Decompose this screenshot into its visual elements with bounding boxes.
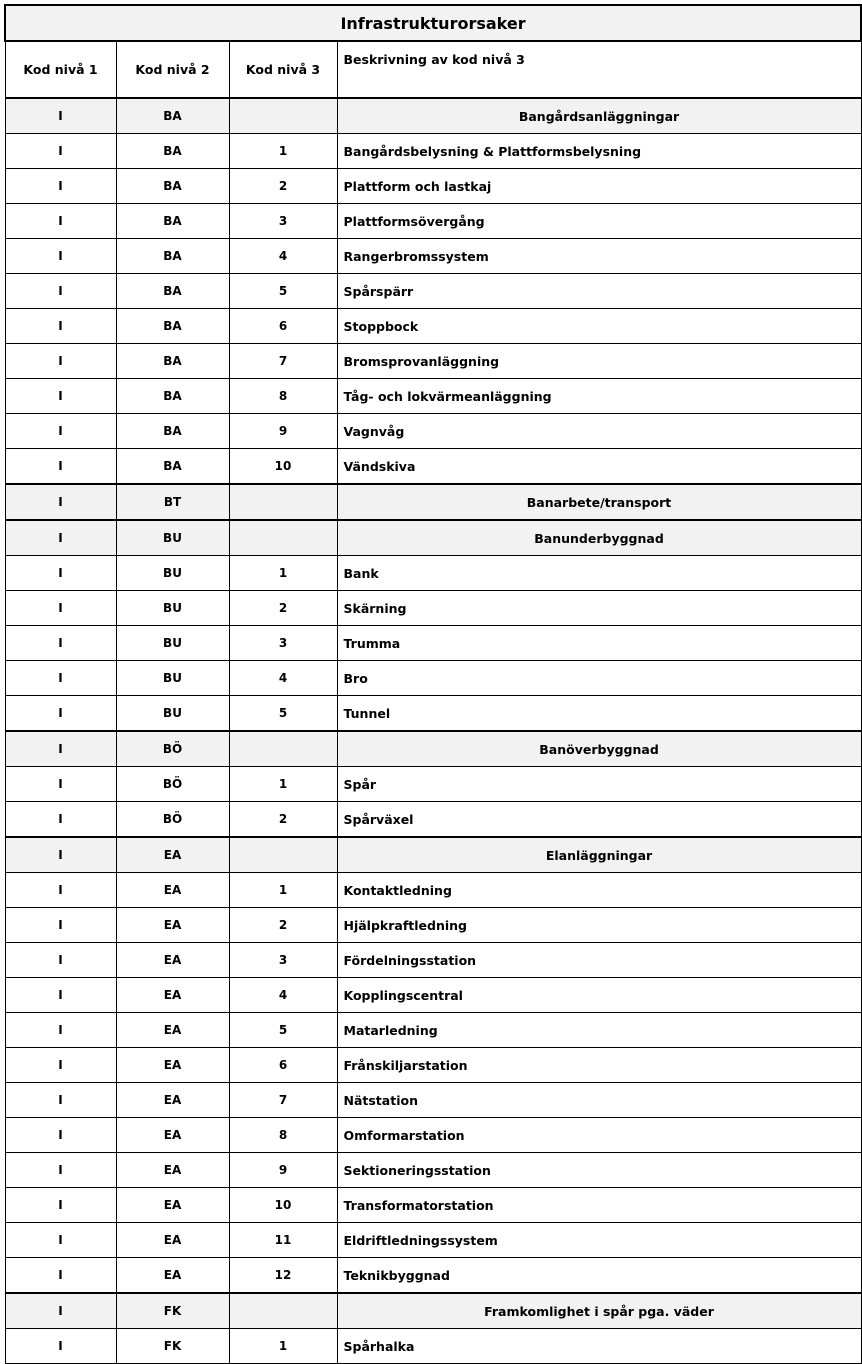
cell-kod-niva-3: 10 (229, 1188, 337, 1223)
cell-kod-niva-1: I (5, 556, 116, 591)
cell-kod-niva-3: 2 (229, 802, 337, 838)
cell-kod-niva-3 (229, 520, 337, 556)
table-title-row (5, 5, 861, 41)
cell-kod-niva-1: I (5, 414, 116, 449)
cell-kod-niva-3: 8 (229, 379, 337, 414)
cell-kod-niva-2: BU (116, 626, 229, 661)
cell-group-heading: Banarbete/transport (337, 484, 861, 520)
table-row (5, 449, 861, 485)
cell-kod-niva-2: BA (116, 309, 229, 344)
cell-beskrivning: Matarledning (337, 1013, 861, 1048)
cell-kod-niva-2: BÖ (116, 767, 229, 802)
table-body (5, 98, 861, 1364)
table-row (5, 1188, 861, 1223)
cell-beskrivning: Nätstation (337, 1083, 861, 1118)
cell-beskrivning: Hjälpkraftledning (337, 908, 861, 943)
cell-kod-niva-1: I (5, 943, 116, 978)
cell-kod-niva-3: 12 (229, 1258, 337, 1294)
cell-beskrivning: Trumma (337, 626, 861, 661)
table-row (5, 274, 861, 309)
cell-kod-niva-2: BA (116, 414, 229, 449)
cell-kod-niva-3: 5 (229, 274, 337, 309)
table-group-row (5, 1293, 861, 1329)
cell-beskrivning: Stoppbock (337, 309, 861, 344)
cell-group-heading: Bangårdsanläggningar (337, 98, 861, 134)
cell-kod-niva-2: EA (116, 978, 229, 1013)
cell-kod-niva-3: 4 (229, 239, 337, 274)
cell-kod-niva-1: I (5, 449, 116, 485)
table-group-row (5, 98, 861, 134)
cell-kod-niva-1: I (5, 591, 116, 626)
cell-kod-niva-2: BA (116, 134, 229, 169)
table-row (5, 908, 861, 943)
cell-beskrivning: Transformatorstation (337, 1188, 861, 1223)
spreadsheet-table-container (4, 4, 860, 1364)
infrastructure-cause-table (4, 4, 862, 1364)
cell-kod-niva-1: I (5, 908, 116, 943)
cell-beskrivning: Vändskiva (337, 449, 861, 485)
cell-kod-niva-2: BA (116, 204, 229, 239)
cell-beskrivning: Fördelningsstation (337, 943, 861, 978)
cell-kod-niva-3: 7 (229, 1083, 337, 1118)
table-row (5, 802, 861, 838)
cell-kod-niva-1: I (5, 520, 116, 556)
header-kod-niva-1: Kod nivå 1 (5, 41, 116, 98)
cell-beskrivning: Teknikbyggnad (337, 1258, 861, 1294)
cell-kod-niva-2: EA (116, 1258, 229, 1294)
cell-kod-niva-1: I (5, 1329, 116, 1364)
table-row (5, 767, 861, 802)
cell-kod-niva-2: EA (116, 908, 229, 943)
cell-kod-niva-2: BA (116, 169, 229, 204)
cell-beskrivning: Plattformsövergång (337, 204, 861, 239)
cell-kod-niva-1: I (5, 1188, 116, 1223)
table-row (5, 661, 861, 696)
table-group-row (5, 731, 861, 767)
cell-kod-niva-2: EA (116, 837, 229, 873)
cell-kod-niva-2: BU (116, 661, 229, 696)
cell-kod-niva-1: I (5, 1013, 116, 1048)
cell-kod-niva-3: 1 (229, 767, 337, 802)
cell-kod-niva-3: 3 (229, 943, 337, 978)
cell-kod-niva-3: 1 (229, 873, 337, 908)
cell-kod-niva-1: I (5, 239, 116, 274)
cell-beskrivning: Omformarstation (337, 1118, 861, 1153)
cell-kod-niva-2: BA (116, 239, 229, 274)
cell-kod-niva-2: BA (116, 274, 229, 309)
cell-kod-niva-2: BA (116, 344, 229, 379)
cell-kod-niva-2: BA (116, 98, 229, 134)
cell-kod-niva-2: EA (116, 943, 229, 978)
cell-kod-niva-3: 1 (229, 134, 337, 169)
cell-group-heading: Framkomlighet i spår pga. väder (337, 1293, 861, 1329)
cell-beskrivning: Frånskiljarstation (337, 1048, 861, 1083)
cell-kod-niva-2: BA (116, 449, 229, 485)
table-row (5, 556, 861, 591)
cell-kod-niva-3 (229, 731, 337, 767)
header-kod-niva-3: Kod nivå 3 (229, 41, 337, 98)
cell-kod-niva-3 (229, 1293, 337, 1329)
table-title: Infrastrukturorsaker (5, 5, 861, 41)
cell-beskrivning: Bangårdsbelysning & Plattformsbelysning (337, 134, 861, 169)
cell-kod-niva-3 (229, 484, 337, 520)
cell-beskrivning: Tunnel (337, 696, 861, 732)
table-row (5, 1048, 861, 1083)
cell-kod-niva-2: EA (116, 1153, 229, 1188)
cell-kod-niva-1: I (5, 1223, 116, 1258)
cell-kod-niva-2: EA (116, 1118, 229, 1153)
cell-kod-niva-3: 3 (229, 626, 337, 661)
cell-kod-niva-3: 1 (229, 556, 337, 591)
cell-kod-niva-1: I (5, 767, 116, 802)
cell-kod-niva-1: I (5, 802, 116, 838)
table-row (5, 591, 861, 626)
table-row (5, 873, 861, 908)
cell-kod-niva-3: 8 (229, 1118, 337, 1153)
table-row (5, 309, 861, 344)
cell-kod-niva-3: 9 (229, 414, 337, 449)
cell-kod-niva-1: I (5, 274, 116, 309)
cell-kod-niva-1: I (5, 134, 116, 169)
cell-kod-niva-1: I (5, 204, 116, 239)
table-row (5, 1223, 861, 1258)
cell-kod-niva-2: BÖ (116, 731, 229, 767)
cell-kod-niva-3 (229, 837, 337, 873)
table-group-row (5, 837, 861, 873)
cell-kod-niva-3: 11 (229, 1223, 337, 1258)
table-row (5, 239, 861, 274)
cell-kod-niva-3: 2 (229, 908, 337, 943)
cell-kod-niva-2: EA (116, 1223, 229, 1258)
table-row (5, 1258, 861, 1294)
cell-beskrivning: Eldriftledningssystem (337, 1223, 861, 1258)
cell-kod-niva-1: I (5, 978, 116, 1013)
cell-kod-niva-1: I (5, 696, 116, 732)
cell-kod-niva-1: I (5, 626, 116, 661)
cell-kod-niva-3: 1 (229, 1329, 337, 1364)
cell-kod-niva-1: I (5, 169, 116, 204)
table-row (5, 414, 861, 449)
cell-kod-niva-3 (229, 98, 337, 134)
cell-beskrivning: Spårväxel (337, 802, 861, 838)
cell-beskrivning: Spårhalka (337, 1329, 861, 1364)
cell-kod-niva-1: I (5, 1118, 116, 1153)
cell-beskrivning: Kontaktledning (337, 873, 861, 908)
cell-kod-niva-2: FK (116, 1293, 229, 1329)
cell-kod-niva-3: 4 (229, 978, 337, 1013)
table-row (5, 1329, 861, 1364)
cell-kod-niva-3: 10 (229, 449, 337, 485)
table-row (5, 1153, 861, 1188)
cell-kod-niva-1: I (5, 1048, 116, 1083)
cell-group-heading: Banunderbyggnad (337, 520, 861, 556)
cell-kod-niva-2: EA (116, 1083, 229, 1118)
cell-beskrivning: Rangerbromssystem (337, 239, 861, 274)
cell-kod-niva-2: EA (116, 1048, 229, 1083)
cell-kod-niva-2: EA (116, 1188, 229, 1223)
cell-kod-niva-1: I (5, 344, 116, 379)
cell-kod-niva-2: BU (116, 591, 229, 626)
cell-kod-niva-3: 2 (229, 169, 337, 204)
table-row (5, 379, 861, 414)
cell-kod-niva-2: BÖ (116, 802, 229, 838)
cell-kod-niva-1: I (5, 1293, 116, 1329)
cell-kod-niva-3: 6 (229, 1048, 337, 1083)
cell-kod-niva-1: I (5, 731, 116, 767)
cell-kod-niva-3: 6 (229, 309, 337, 344)
cell-kod-niva-2: BU (116, 520, 229, 556)
cell-kod-niva-1: I (5, 379, 116, 414)
cell-kod-niva-1: I (5, 873, 116, 908)
cell-kod-niva-3: 9 (229, 1153, 337, 1188)
cell-beskrivning: Bro (337, 661, 861, 696)
cell-kod-niva-3: 5 (229, 1013, 337, 1048)
cell-kod-niva-1: I (5, 837, 116, 873)
table-row (5, 134, 861, 169)
cell-beskrivning: Spårspärr (337, 274, 861, 309)
table-group-row (5, 484, 861, 520)
table-row (5, 626, 861, 661)
cell-beskrivning: Skärning (337, 591, 861, 626)
table-row (5, 204, 861, 239)
cell-kod-niva-2: BA (116, 379, 229, 414)
cell-beskrivning: Bromsprovanläggning (337, 344, 861, 379)
cell-kod-niva-1: I (5, 1153, 116, 1188)
cell-kod-niva-1: I (5, 484, 116, 520)
cell-kod-niva-1: I (5, 309, 116, 344)
table-row (5, 943, 861, 978)
table-row (5, 978, 861, 1013)
cell-kod-niva-2: FK (116, 1329, 229, 1364)
cell-beskrivning: Plattform och lastkaj (337, 169, 861, 204)
table-row (5, 1118, 861, 1153)
cell-beskrivning: Bank (337, 556, 861, 591)
cell-kod-niva-3: 5 (229, 696, 337, 732)
cell-beskrivning: Sektioneringsstation (337, 1153, 861, 1188)
cell-kod-niva-3: 7 (229, 344, 337, 379)
cell-beskrivning: Kopplingscentral (337, 978, 861, 1013)
cell-kod-niva-2: EA (116, 1013, 229, 1048)
table-row (5, 1013, 861, 1048)
table-row (5, 169, 861, 204)
cell-kod-niva-3: 3 (229, 204, 337, 239)
cell-group-heading: Elanläggningar (337, 837, 861, 873)
cell-kod-niva-3: 4 (229, 661, 337, 696)
table-row (5, 696, 861, 732)
cell-beskrivning: Tåg- och lokvärmeanläggning (337, 379, 861, 414)
cell-kod-niva-1: I (5, 1083, 116, 1118)
cell-group-heading: Banöverbyggnad (337, 731, 861, 767)
cell-beskrivning: Vagnvåg (337, 414, 861, 449)
cell-kod-niva-2: EA (116, 873, 229, 908)
header-kod-niva-2: Kod nivå 2 (116, 41, 229, 98)
cell-kod-niva-1: I (5, 1258, 116, 1294)
cell-kod-niva-2: BU (116, 556, 229, 591)
column-header-row (5, 41, 861, 98)
table-group-row (5, 520, 861, 556)
cell-beskrivning: Spår (337, 767, 861, 802)
cell-kod-niva-2: BU (116, 696, 229, 732)
table-row (5, 344, 861, 379)
cell-kod-niva-2: BT (116, 484, 229, 520)
cell-kod-niva-1: I (5, 661, 116, 696)
cell-kod-niva-1: I (5, 98, 116, 134)
cell-kod-niva-3: 2 (229, 591, 337, 626)
header-beskrivning: Beskrivning av kod nivå 3 (337, 41, 861, 98)
table-row (5, 1083, 861, 1118)
